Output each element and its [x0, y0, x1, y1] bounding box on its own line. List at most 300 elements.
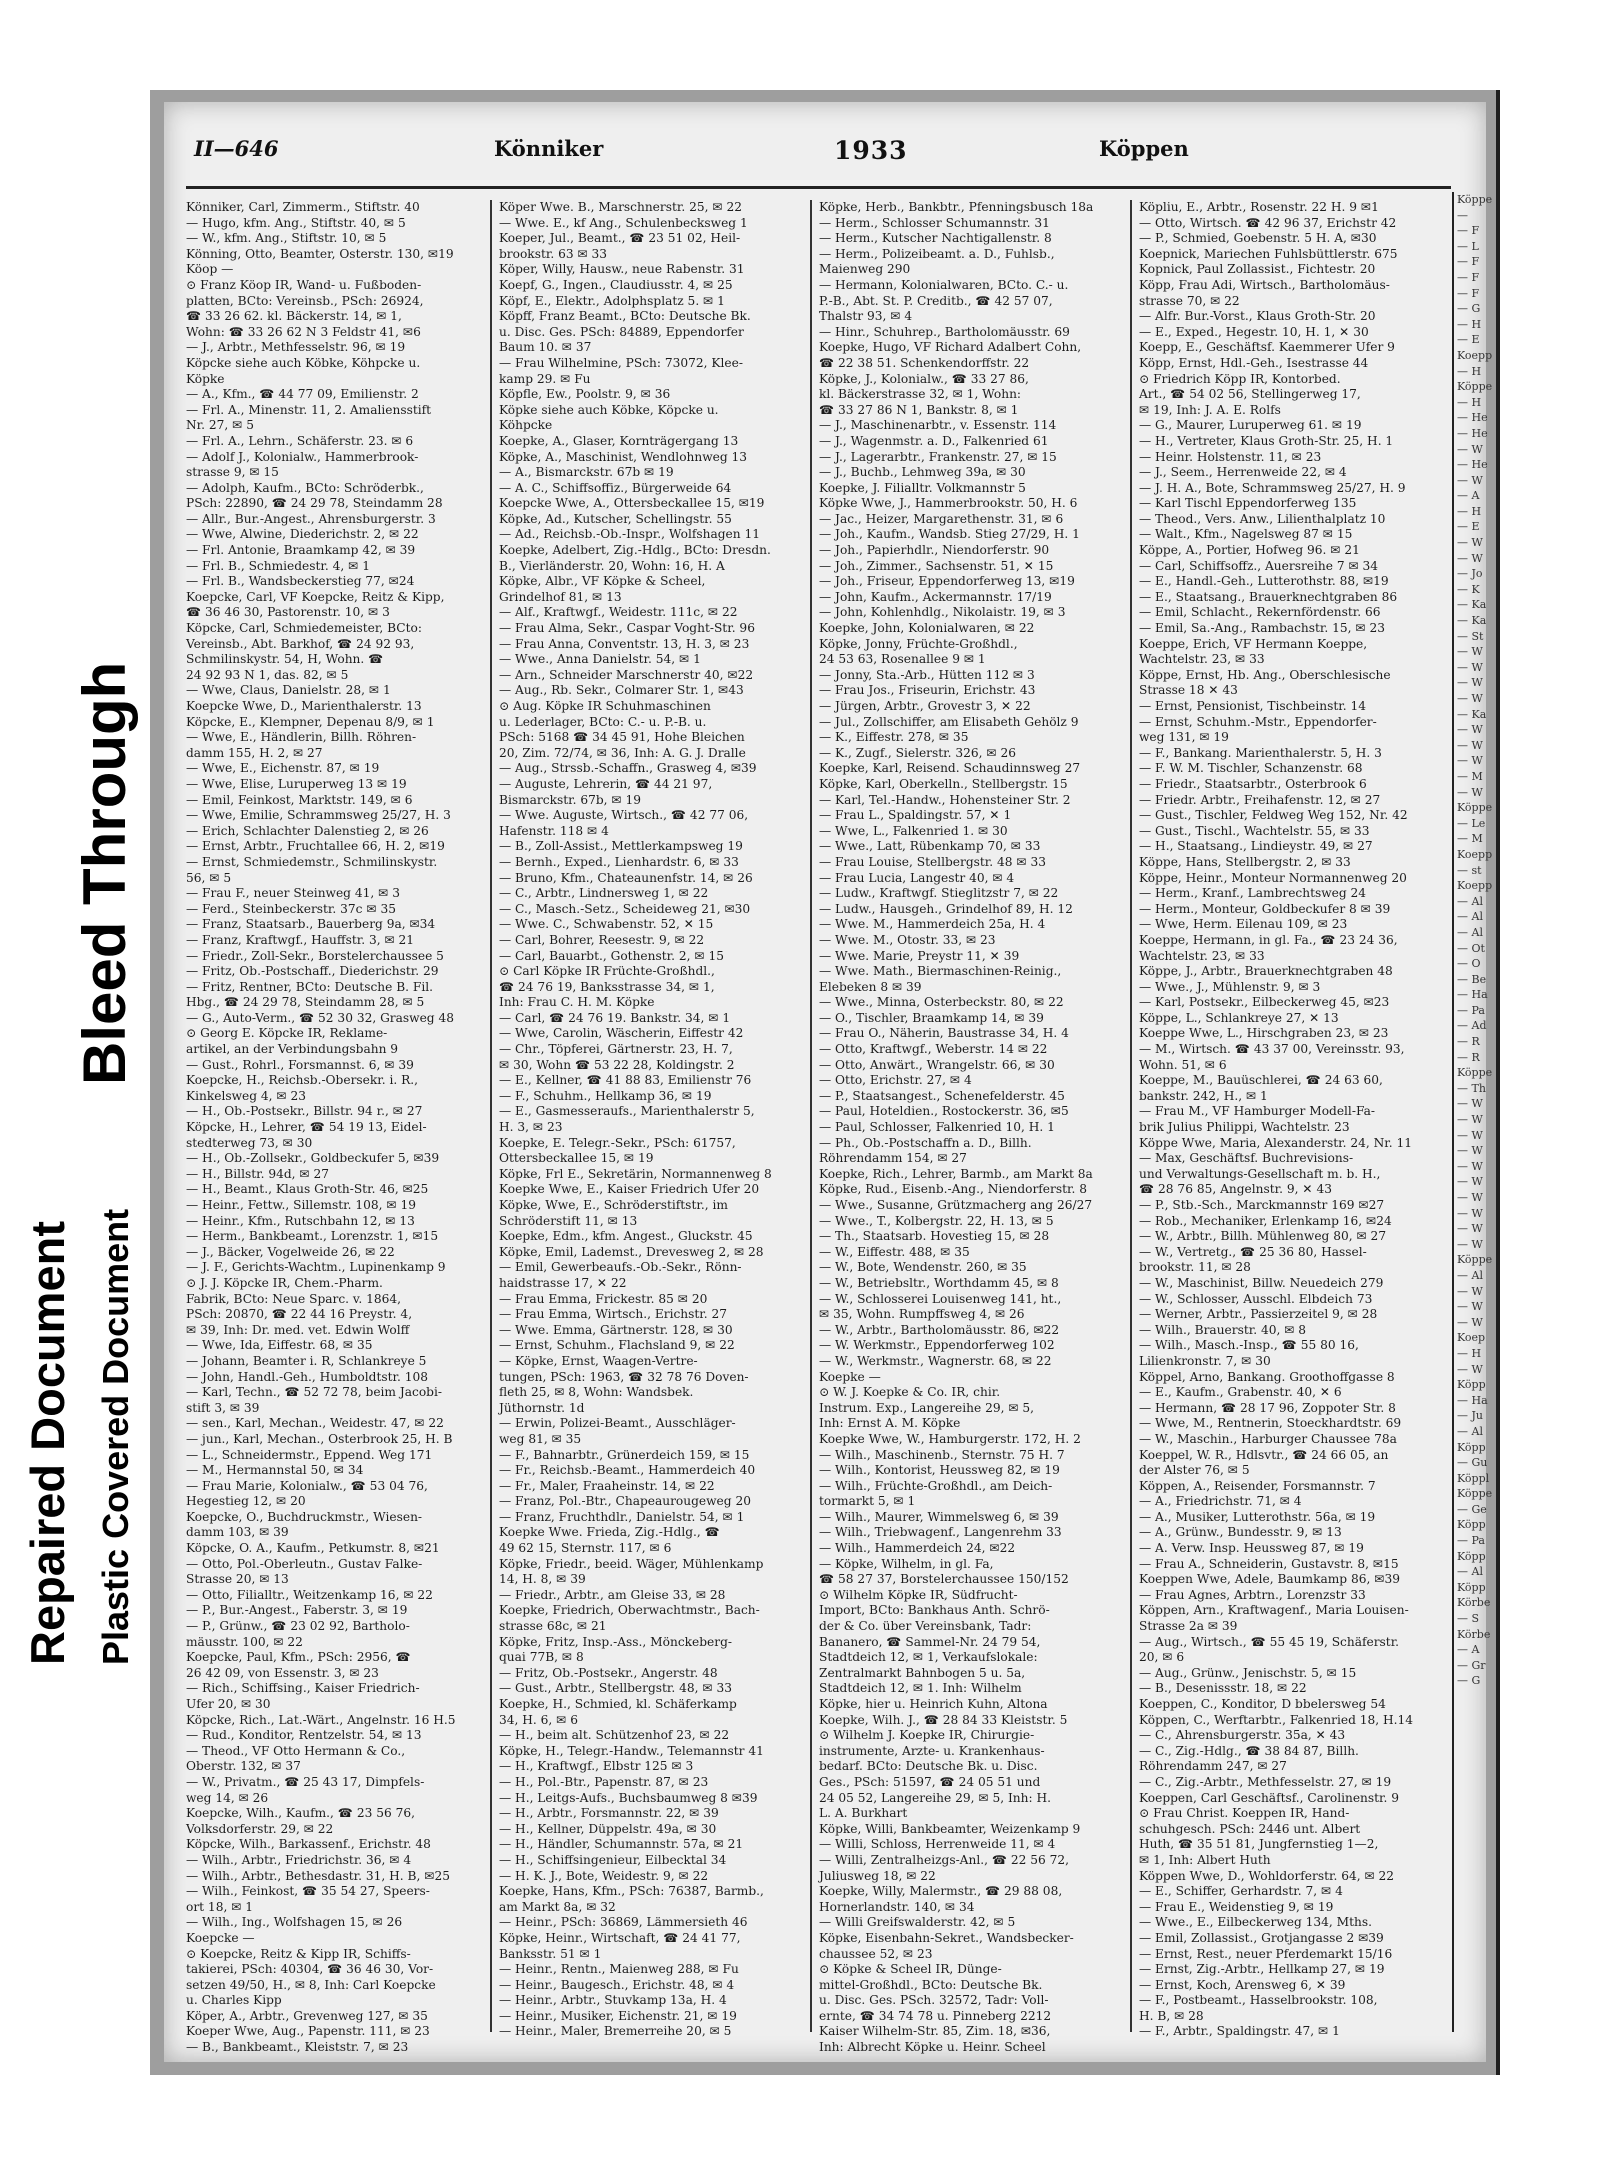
directory-entry: Fabrik, BCto: Neue Sparc. v. 1864, — [186, 1291, 401, 1306]
directory-entry: — Heinr., Maler, Bremerreihe 20, ✉ 5 — [499, 2024, 732, 2039]
edge-fragment: — W — [1457, 1222, 1483, 1236]
directory-entry: — Emil, Sa.-Ang., Rambachstr. 15, ✉ 23 — [1139, 621, 1385, 636]
directory-entry: — J. F., Gerichts-Wachtm., Lupinenkamp 9 — [186, 1260, 446, 1275]
directory-entry: — Wwe. M., Otostr. 33, ✉ 23 — [819, 932, 996, 947]
directory-entry: — Wwe, Claus, Danielstr. 28, ✉ 1 — [186, 683, 391, 698]
directory-entry: Köpke, Karl, Oberkelln., Stellbergstr. 15 — [819, 776, 1068, 791]
edge-fragment: — Ju — [1457, 1409, 1483, 1423]
directory-entry: Huth, ☎ 35 51 81, Jungfernstieg 1—2, — [1139, 1837, 1379, 1852]
edge-fragment: — H — [1457, 504, 1482, 518]
last-name-heading: Köppen — [1099, 136, 1189, 161]
directory-entry: ort 18, ✉ 1 — [186, 1899, 254, 1914]
directory-entry: Köpke, Wwe, E., Schröderstiftstr., im — [499, 1198, 728, 1212]
directory-entry: Maienweg 290 — [819, 262, 911, 277]
directory-entry: L. A. Burkhart — [819, 1806, 908, 1821]
directory-entry: weg 14, ✉ 26 — [186, 1790, 269, 1805]
directory-entry: — E., Kellner, ☎ 41 88 83, Emilienstr 76 — [499, 1073, 752, 1088]
directory-entry: — Wwe, M., Rentnerin, Stoeckhardtstr. 69 — [1139, 1416, 1402, 1431]
directory-entry: Koepcke, O., Buchdruckmstr., Wiesen- — [186, 1509, 423, 1524]
directory-entry: — A., Grünw., Bundesstr. 9, ✉ 13 — [1139, 1525, 1342, 1540]
directory-entry: Wachtelstr. 23, ✉ 33 — [1139, 652, 1265, 667]
edge-fragment: — Al — [1457, 894, 1483, 908]
directory-entry: Köpcke, H., Lehrer, ☎ 54 19 13, Eidel- — [186, 1120, 427, 1135]
directory-entry: — Jac., Heizer, Margarethenstr. 31, ✉ 6 — [819, 511, 1064, 526]
directory-entry: — Ernst, Koch, Arensweg 6, ✕ 39 — [1139, 1977, 1346, 1992]
edge-fragment: — W — [1457, 660, 1483, 674]
directory-entry: — Frau A., Schneiderin, Gustavstr. 8, ✉15 — [1139, 1556, 1399, 1571]
directory-entry: — Wilh., Maschinenb., Sternstr. 75 H. 7 — [819, 1447, 1065, 1462]
directory-entry: Röhrendamm 154, ✉ 27 — [819, 1151, 967, 1166]
directory-entry: — J., Bäcker, Vogelweide 26, ✉ 22 — [186, 1244, 395, 1259]
edge-fragment: — E — [1457, 333, 1480, 347]
directory-entry: — W., Schlosser, Ausschl. Elbdeich 73 — [1139, 1291, 1373, 1306]
directory-entry: 56, ✉ 5 — [186, 870, 232, 885]
edge-fragment: — W — [1457, 1300, 1483, 1314]
directory-entry: Köpcke, E., Klempner, Depenau 8/9, ✉ 1 — [186, 714, 435, 729]
directory-entry: — Rob., Mechaniker, Erlenkamp 16, ✉24 — [1139, 1213, 1392, 1228]
directory-entry: Kaiser Wilhelm-Str. 85, Zim. 18, ✉36, — [819, 2024, 1051, 2039]
directory-entry: — John, Handl.-Geh., Humboldtstr. 108 — [186, 1369, 429, 1384]
directory-entry: Hbg., ☎ 24 29 78, Steindamm 28, ✉ 5 — [186, 995, 425, 1010]
directory-entry: Köpke, hier u. Heinrich Kuhn, Altona — [819, 1697, 1048, 1711]
directory-entry: — Wwe., E., Eilbeckerweg 134, Mths. — [1139, 1915, 1373, 1930]
directory-entry: Koepke, J. Filialltr. Volkmannstr 5 — [819, 480, 1026, 495]
edge-fragment: — Jo — [1457, 567, 1483, 581]
directory-entry: weg 81, ✉ 35 — [499, 1431, 582, 1446]
directory-entry: — Alf., Kraftwgf., Weidestr. 111c, ✉ 22 — [499, 605, 738, 620]
directory-entry: — Wilh., Maurer, Wimmelsweg 6, ✉ 39 — [819, 1509, 1059, 1524]
directory-entry: Koepke, John, Kolonialwaren, ✉ 22 — [819, 621, 1035, 636]
directory-entry: ⊙ Franz Köop IR, Wand- u. Fußboden- — [186, 277, 422, 292]
directory-page — [164, 102, 1493, 2062]
directory-entry: — W., Schlosserei Louisenweg 141, ht., — [819, 1291, 1062, 1306]
edge-fragment: — W — [1457, 692, 1483, 705]
directory-entry: — W., Werkmstr., Wagnerstr. 68, ✉ 22 — [819, 1353, 1052, 1368]
directory-entry: — J., Maschinenarbtr., v. Essenstr. 114 — [819, 418, 1057, 433]
directory-entry: 34, H. 6, ✉ 6 — [499, 1712, 578, 1727]
directory-entry: — H., beim alt. Schützenhof 23, ✉ 22 — [499, 1728, 730, 1743]
directory-entry: u. Lederlager, BCto: C.- u. P.-B. u. — [499, 714, 707, 729]
directory-entry: — F., Bankang. Marienthalerstr. 5, H. 3 — [1139, 745, 1382, 760]
directory-entry: — P., Schmied, Goebenstr. 5 H. A, ✉30 — [1139, 231, 1377, 246]
directory-entry: Köpke, Rud., Eisenb.-Ang., Niendorferstr. 8 — [819, 1182, 1087, 1197]
directory-entry: Koepke, Karl, Reisend. Schaudinnsweg 27 — [819, 761, 1081, 776]
edge-fragment: — Pa — [1457, 1003, 1485, 1017]
directory-entry: — Karl Tischl Eppendorferweg 135 — [1139, 496, 1357, 511]
directory-entry: — Fritz, Ob.-Postschaff., Diederichstr. 29 — [186, 964, 439, 979]
directory-entry: — Ad., Reichsb.-Ob.-Inspr., Wolfshagen 11 — [499, 527, 760, 542]
directory-entry: — Heinr., Musiker, Eichenstr. 21, ✉ 19 — [499, 2008, 737, 2023]
directory-entry: Inh: Ernst A. M. Köpke — [819, 1416, 961, 1431]
margin-labels — [0, 0, 160, 2177]
directory-entry: ⊙ Frau Christ. Koeppen IR, Hand- — [1139, 1806, 1350, 1821]
directory-entry: Koepke Wwe. Frieda, Zig.-Hdlg., ☎ — [499, 1525, 720, 1540]
directory-entry: Zentralmarkt Bahnbogen 5 u. 5a, — [819, 1665, 1026, 1680]
directory-entry: — G., Maurer, Luruperweg 61. ✉ 19 — [1139, 418, 1362, 433]
directory-entry: ⊙ Friedrich Köpp IR, Kontorbed. — [1139, 371, 1341, 386]
edge-fragment: Koepp — [1457, 847, 1493, 861]
directory-entry: — Frau Anna, Conventstr. 13, H. 3, ✉ 23 — [499, 636, 750, 651]
edge-fragment: — Al — [1457, 910, 1483, 924]
directory-entry: Stadtdeich 12, ✉ 1. Inh: Wilhelm — [819, 1681, 1022, 1696]
directory-entry: — Wwe, Herm. Eilenau 109, ✉ 23 — [1139, 917, 1348, 932]
directory-entry: — Johann, Beamter i. R, Schlankreye 5 — [186, 1353, 427, 1368]
directory-entry: PSch: 5168 ☎ 34 45 91, Hohe Bleichen — [499, 730, 745, 745]
directory-entry: Wohn. 51, ✉ 6 — [1139, 1057, 1227, 1072]
directory-entry: der Alster 76, ✉ 5 — [1139, 1463, 1250, 1478]
directory-entry: — A., Bismarckstr. 67b ✉ 19 — [499, 465, 674, 480]
directory-entry: Thalstr 93, ✉ 4 — [819, 309, 913, 324]
repaired-document-label: Repaired Document — [21, 1221, 74, 1665]
directory-entry: — Otto, Filialltr., Weitzenkamp 16, ✉ 22 — [186, 1587, 433, 1602]
directory-entry: — W., Privatm., ☎ 25 43 17, Dimpfels- — [186, 1774, 425, 1789]
directory-entry: damm 103, ✉ 39 — [186, 1525, 289, 1540]
edge-fragment: — H — [1457, 1346, 1482, 1360]
directory-entry: Strasse 18 ✕ 43 — [1139, 683, 1238, 698]
directory-entry: — H., Kellner, Düppelstr. 49a, ✉ 30 — [499, 1821, 717, 1836]
directory-entry: — A., Friedrichstr. 71, ✉ 4 — [1139, 1494, 1302, 1509]
directory-entry: — Frl. B., Schmiedestr. 4, ✉ 1 — [186, 558, 371, 573]
margin-right — [1500, 90, 1600, 2075]
directory-entry: — W., Arbtr., Billh. Mühlenweg 80, ✉ 27 — [1139, 1229, 1387, 1244]
directory-entry: Köppe, L., Schlankreye 27, ✕ 13 — [1139, 1010, 1339, 1025]
directory-entry: Köpke, Emil, Lademst., Drevesweg 2, ✉ 28 — [499, 1244, 764, 1259]
directory-entry: mittel-Großhdl., BCto: Deutsche Bk. — [819, 1977, 1043, 1992]
edge-fragment: — Al — [1457, 1565, 1483, 1579]
directory-entry: ⊙ J. J. Köpcke IR, Chem.-Pharm. — [186, 1275, 383, 1290]
directory-entry: — Carl, Schiffsoffz., Auersreihe 7 ✉ 34 — [1139, 558, 1379, 573]
directory-entry: Koepke, Willy, Malermstr., ☎ 29 88 08, — [819, 1884, 1063, 1899]
column-divider — [490, 200, 492, 2032]
directory-entry: — Frau Alma, Sekr., Caspar Voght-Str. 96 — [499, 621, 755, 636]
directory-entry: Stadtdeich 12, ✉ 1, Verkaufslokale: — [819, 1650, 1038, 1665]
directory-entry: — H., Händler, Schumannstr. 57a, ✉ 21 — [499, 1837, 744, 1852]
directory-entry: — Erwin, Polizei-Beamt., Ausschläger- — [499, 1416, 736, 1431]
directory-entry: damm 155, H. 2, ✉ 27 — [186, 745, 323, 760]
directory-entry: — Theod., VF Otto Hermann & Co., — [186, 1743, 406, 1758]
directory-entry: Volksdorferstr. 29, ✉ 22 — [186, 1821, 334, 1836]
edge-fragment: — W — [1457, 1191, 1483, 1204]
directory-entry: — Hugo, kfm. Ang., Stiftstr. 40, ✉ 5 — [186, 215, 406, 230]
directory-entry: Nr. 27, ✉ 5 — [186, 418, 254, 433]
directory-entry: Köpke, J., Kolonialw., ☎ 33 27 86, — [819, 371, 1029, 386]
directory-entry: — Frau Agnes, Arbtrn., Lorenzstr 33 — [1139, 1587, 1366, 1602]
directory-entry: — Emil, Schlacht., Rekernfördenstr. 66 — [1139, 605, 1381, 620]
directory-entry: — Fritz, Ob.-Postsekr., Angerstr. 48 — [499, 1665, 718, 1680]
directory-entry: u. Disc. Ges. PSch: 84889, Eppendorfer — [499, 324, 744, 339]
directory-entry: Köhpcke — [499, 418, 553, 433]
directory-entry: der & Co. über Vereinsbank, Tadr: — [819, 1619, 1032, 1634]
directory-entry: Köop — — [186, 262, 234, 277]
edge-fragment: — W — [1457, 1315, 1483, 1329]
directory-entry: — E., Schiffer, Gerhardstr. 7, ✉ 4 — [1139, 1884, 1343, 1899]
directory-entry: — C., Masch.-Setz., Scheideweg 21, ✉30 — [499, 901, 751, 916]
directory-entry: Köpcke, Wilh., Barkassenf., Erichstr. 48 — [186, 1837, 431, 1852]
directory-entry: Koepke, Friedrich, Oberwachtmstr., Bach- — [499, 1603, 760, 1618]
directory-entry: — Ferd., Steinbeckerstr. 37c ✉ 35 — [186, 901, 396, 916]
directory-entry: — Joh., Papierhdlr., Niendorferstr. 90 — [819, 543, 1050, 558]
directory-entry: platten, BCto: Vereinsb., PSch: 26924, — [186, 293, 424, 308]
directory-entry: P.-B., Abt. St. P. Creditb., ☎ 42 57 07, — [819, 293, 1053, 308]
directory-entry: — Wilh., Arbtr., Friedrichstr. 36, ✉ 4 — [186, 1852, 412, 1867]
directory-entry: — Herm., Kranf., Lambrechtsweg 24 — [1139, 886, 1367, 901]
directory-entry: — Aug., Rb. Sekr., Colmarer Str. 1, ✉43 — [499, 683, 744, 698]
directory-entry: H. B, ✉ 28 — [1139, 2008, 1204, 2023]
directory-entry: 14, H. 8, ✉ 39 — [499, 1572, 586, 1587]
edge-fragment: — W — [1457, 1144, 1483, 1158]
directory-entry: — Wilh., Hammerdeich 24, ✉22 — [819, 1541, 1016, 1556]
edge-fragment: — R — [1457, 1035, 1480, 1049]
directory-entry: Oberstr. 132, ✉ 37 — [186, 1759, 301, 1774]
edge-fragment: — W — [1457, 645, 1483, 659]
directory-entry: — J., Lagerarbtr., Frankenstr. 27, ✉ 15 — [819, 449, 1057, 464]
directory-entry: Köpcke, Carl, Schmiedemeister, BCto: — [186, 621, 422, 636]
edge-fragment: — F — [1457, 286, 1480, 300]
directory-entry: — Jürgen, Arbtr., Grovestr 3, ✕ 22 — [819, 699, 1031, 713]
column-divider — [1130, 200, 1132, 2032]
directory-entry: Köper, A., Arbtr., Grevenweg 127, ✉ 35 — [186, 2008, 428, 2023]
directory-entry: — Th., Staatsarb. Hovestieg 15, ✉ 28 — [819, 1229, 1050, 1244]
directory-entry: — Frl. B., Wandsbeckerstieg 77, ✉24 — [186, 574, 415, 589]
directory-entry: 49 62 15, Sternstr. 117, ✉ 6 — [499, 1541, 672, 1556]
directory-entry: — Wwe, Emilie, Schrammsweg 25/27, H. 3 — [186, 808, 451, 823]
directory-entry: ☎ 33 27 86 N 1, Bankstr. 8, ✉ 1 — [819, 402, 1019, 417]
edge-fragment: — He — [1457, 411, 1488, 425]
directory-entry: brik Julius Philippi, Wachtelstr. 23 — [1139, 1120, 1350, 1135]
directory-entry: — Walt., Kfm., Nagelsweg 87 ✉ 15 — [1139, 527, 1353, 542]
directory-entry: Köpf, E., Elektr., Adolphsplatz 5. ✉ 1 — [499, 293, 725, 308]
directory-entry: — G., Auto-Verm., ☎ 52 30 32, Grasweg 48 — [186, 1010, 454, 1025]
edge-fragment: — G — [1457, 1674, 1481, 1688]
edge-fragment: — Gr — [1457, 1658, 1486, 1672]
edge-fragment: — W — [1457, 1097, 1483, 1111]
directory-entry: stift 3, ✉ 39 — [186, 1400, 260, 1415]
edge-fragment: Köpp — [1457, 1580, 1486, 1594]
directory-entry: Koeppen, C., Konditor, D bbelersweg 54 — [1139, 1697, 1386, 1711]
directory-entry: — Heinr. Holstenstr. 11, ✉ 23 — [1139, 449, 1322, 464]
directory-entry: ✉ 30, Wohn ☎ 53 22 28, Koldingstr. 2 — [499, 1057, 735, 1072]
directory-entry: — W., Betriebsltr., Worthdamm 45, ✉ 8 — [819, 1275, 1059, 1290]
edge-fragment: — W — [1457, 473, 1483, 487]
directory-entry: mäusstr. 100, ✉ 22 — [186, 1634, 303, 1649]
directory-entry: Koeper, Jul., Beamt., ☎ 23 51 02, Heil- — [499, 231, 741, 246]
directory-entry: — H., Ob.-Postsekr., Billstr. 94 r., ✉ 27 — [186, 1104, 423, 1119]
directory-entry: — Otto, Anwärt., Wrangelstr. 66, ✉ 30 — [819, 1057, 1055, 1072]
directory-entry: Instrum. Exp., Langereihe 29, ✉ 5, — [819, 1400, 1035, 1415]
directory-entry: 24 05 52, Langereihe 29, ✉ 5, Inh: H. — [819, 1790, 1051, 1805]
directory-entry: Strasse 20, ✉ 13 — [186, 1572, 289, 1587]
directory-entry: Kinkelsweg 4, ✉ 23 — [186, 1088, 307, 1103]
directory-entry: — Wwe, E., Händlerin, Billh. Röhren- — [186, 730, 417, 745]
directory-entry: ✉ 19, Inh: J. A. E. Rolfs — [1139, 402, 1281, 417]
directory-entry: — Joh., Zimmer., Sachsenstr. 51, ✕ 15 — [819, 558, 1054, 573]
directory-entry: — Wwe. Auguste, Wirtsch., ☎ 42 77 06, — [499, 808, 749, 823]
directory-entry: — Wilh., Triebwagenf., Langenrehm 33 — [819, 1525, 1062, 1540]
directory-entry: Hafenstr. 118 ✉ 4 — [499, 823, 609, 838]
directory-entry: — Wwe., Susanne, Grützmacherg ang 26/27 — [819, 1198, 1093, 1212]
directory-entry: Köppe, A., Portier, Hofweg 96. ✉ 21 — [1139, 543, 1360, 558]
directory-entry: — Erich, Schlachter Dalenstieg 2, ✉ 26 — [186, 823, 429, 838]
edge-fragment: — He — [1457, 426, 1488, 440]
edge-fragment: — S — [1457, 1612, 1480, 1626]
directory-entry: — W., Eiffestr. 488, ✉ 35 — [819, 1244, 970, 1259]
edge-fragment: — Al — [1457, 1268, 1483, 1282]
edge-fragment: — He — [1457, 458, 1488, 472]
directory-entry: — Willi Greifswalderstr. 42, ✉ 5 — [819, 1915, 1016, 1930]
edge-fragment: — A — [1457, 489, 1480, 503]
directory-entry: — Adolph, Kaufm., BCto: Schröderbk., — [186, 480, 424, 495]
directory-entry: quai 77B, ✉ 8 — [499, 1650, 584, 1665]
directory-entry: — John, Kaufm., Ackermannstr. 17/19 — [819, 589, 1052, 604]
edge-fragment: — Al — [1457, 1424, 1483, 1438]
directory-entry: — E., Exped., Hegestr. 10, H. 1, ✕ 30 — [1139, 324, 1369, 339]
edge-fragment: Köppe — [1457, 1066, 1493, 1080]
directory-entry: — H., Schiffsingenieur, Eilbecktal 34 — [499, 1852, 727, 1867]
directory-entry: Köppe, J., Arbtr., Brauerknechtgraben 48 — [1139, 964, 1393, 979]
directory-entry: — Wwe, Ida, Eiffestr. 68, ✉ 35 — [186, 1338, 373, 1353]
edge-fragment: — H — [1457, 364, 1482, 378]
directory-entry: — Aug., Grünw., Jenischstr. 5, ✉ 15 — [1139, 1665, 1357, 1680]
directory-entry: Köpke, Willi, Bankbeamter, Weizenkamp 9 — [819, 1821, 1081, 1836]
directory-entry: — Wilh., Kontorist, Heussweg 82, ✉ 19 — [819, 1463, 1060, 1478]
directory-entry: — Franz, Kraftwgf., Hauffstr. 3, ✉ 21 — [186, 932, 415, 947]
directory-entry: Koepcke, H., Reichsb.-Obersekr. i. R., — [186, 1073, 419, 1088]
directory-entry: ernte, ☎ 34 74 78 u. Pinneberg 2212 — [819, 2008, 1052, 2023]
directory-entry: PSch: 20870, ☎ 22 44 16 Preystr. 4, — [186, 1307, 413, 1322]
directory-entry: bedarf. BCto: Deutsche Bk. u. Disc. — [819, 1759, 1038, 1774]
directory-entry: — Frau Lucia, Langestr 40, ✉ 4 — [819, 870, 1015, 885]
edge-fragment: — W — [1457, 1128, 1483, 1142]
directory-entry: — Wwe., T., Kolbergstr. 22, H. 13, ✉ 5 — [819, 1213, 1054, 1228]
directory-entry: PSch: 22890, ☎ 24 29 78, Steindamm 28 — [186, 496, 443, 511]
directory-entry: am Markt 8a, ✉ 32 — [499, 1899, 616, 1914]
directory-entry: u. Charles Kipp — [186, 1993, 282, 2008]
edge-fragment: — St — [1457, 629, 1484, 643]
directory-entry: Köppel, Arno, Bankang. Groothoffgasse 8 — [1139, 1369, 1395, 1384]
directory-entry: — Carl, Bauarbt., Gothenstr. 2, ✉ 15 — [499, 948, 724, 963]
directory-entry: Koepke, Wilh. J., ☎ 28 84 33 Kleiststr. 5 — [819, 1712, 1068, 1727]
directory-entry: brookstr. 11, ✉ 28 — [1139, 1260, 1251, 1275]
directory-entry: Köppen, C., Werftarbtr., Falkenried 18, H.14 — [1139, 1712, 1414, 1727]
edge-fragment: — W — [1457, 754, 1483, 768]
directory-entry: — Heinr., Arbtr., Stuvkamp 13a, H. 4 — [499, 1993, 727, 2008]
directory-entry: Wachtelstr. 23, ✉ 33 — [1139, 948, 1265, 963]
directory-entry: Köppen, Arn., Kraftwagenf., Maria Louisen- — [1139, 1603, 1409, 1618]
edge-fragment: — W — [1457, 442, 1483, 456]
directory-entry: — Heinr., Fettw., Sillemstr. 108, ✉ 19 — [186, 1198, 416, 1212]
directory-entry: — Alfr. Bur.-Vorst., Klaus Groth-Str. 20 — [1139, 309, 1376, 324]
directory-entry: — Aug., Wirtsch., ☎ 55 45 19, Schäferstr. — [1139, 1634, 1400, 1649]
directory-entry: Koepcke, Wilh., Kaufm., ☎ 23 56 76, — [186, 1806, 415, 1821]
directory-entry: Koepke, Hugo, VF Richard Adalbert Cohn, — [819, 340, 1082, 355]
edge-fragment: — Be — [1457, 972, 1487, 986]
directory-entry: — Wwe. Emma, Gärtnerstr. 128, ✉ 30 — [499, 1322, 733, 1337]
directory-entry: Juliusweg 18, ✉ 22 — [819, 1868, 936, 1883]
directory-entry: — Joh., Friseur, Eppendorferweg 13, ✉19 — [819, 574, 1075, 589]
edge-fragment: — M — [1457, 832, 1483, 846]
year-heading: 1933 — [834, 136, 908, 165]
directory-entry: Koeppel, W. R., Hdlsvtr., ☎ 24 66 05, an — [1139, 1447, 1389, 1462]
edge-fragment: Koep — [1457, 1331, 1486, 1345]
directory-entry: weg 131, ✉ 19 — [1139, 730, 1229, 745]
directory-entry: — P., Bur.-Angest., Faberstr. 3, ✉ 19 — [186, 1603, 408, 1618]
directory-entry: — Arn., Schneider Marschnerstr 40, ✉22 — [499, 667, 754, 682]
directory-entry: — J., Seem., Herrenweide 22, ✉ 4 — [1139, 465, 1347, 480]
directory-entry: Koepcke Wwe, A., Ottersbeckallee 15, ✉19 — [499, 496, 765, 511]
directory-entry: ⊙ Koepcke, Reitz & Kipp IR, Schiffs- — [186, 1946, 411, 1961]
page-number: II—646 — [194, 136, 279, 161]
directory-entry: — Herm., Bankbeamt., Lorenzstr. 1, ✉15 — [186, 1229, 439, 1244]
edge-fragment: — W — [1457, 1159, 1483, 1173]
directory-entry: — Heinr., Kfm., Rutschbahn 12, ✉ 13 — [186, 1213, 415, 1228]
directory-entry: Köpff, Franz Beamt., BCto: Deutsche Bk. — [499, 309, 751, 324]
directory-entry: Import, BCto: Bankhaus Anth. Schrö- — [819, 1603, 1050, 1618]
directory-entry: — Ludw., Hausgeh., Grindelhof 89, H. 12 — [819, 901, 1073, 916]
edge-fragment: — Ha — [1457, 988, 1488, 1002]
edge-fragment: Köppe — [1457, 380, 1493, 394]
edge-fragment: Köppe — [1457, 1253, 1493, 1267]
directory-entry: — Friedr., Arbtr., am Gleise 33, ✉ 28 — [499, 1587, 726, 1602]
directory-entry: ☎ 58 27 37, Borstelerchaussee 150/152 — [819, 1572, 1069, 1587]
directory-entry: — Karl, Techn., ☎ 52 72 78, beim Jacobi- — [186, 1385, 442, 1400]
edge-fragment: — Le — [1457, 816, 1486, 830]
directory-entry: bankstr. 242, H., ✉ 1 — [1139, 1088, 1268, 1103]
directory-entry: — Wilh., Arbtr., Bethesdastr. 31, H. B, ✉25 — [186, 1868, 450, 1883]
directory-entry: Koepke, A., Glaser, Kornträgergang 13 — [499, 433, 739, 448]
directory-entry: tormarkt 5, ✉ 1 — [819, 1494, 916, 1509]
directory-entry: — Willi, Zentralheizgs-Anl., ☎ 22 56 72, — [819, 1852, 1070, 1867]
edge-fragment: Körbe — [1457, 1627, 1491, 1641]
scanned-page — [150, 90, 1500, 2075]
directory-entry: — W., kfm. Ang., Stiftstr. 10, ✉ 5 — [186, 231, 387, 246]
directory-entry: — Karl, Tel.-Handw., Hohensteiner Str. 2 — [819, 792, 1071, 807]
directory-entry: — O., Tischler, Braamkamp 14, ✉ 39 — [819, 1010, 1044, 1025]
directory-entry: Banksstr. 51 ✉ 1 — [499, 1946, 602, 1961]
directory-entry: — H., Beamt., Klaus Groth-Str. 46, ✉25 — [186, 1182, 429, 1197]
directory-entry: — Köpke, Wilhelm, in gl. Fa, — [819, 1556, 994, 1571]
directory-entry: — Ernst, Pensionist, Tischbeinstr. 14 — [1139, 699, 1366, 713]
directory-entry: — Chr., Töpferei, Gärtnerstr. 23, H. 7, — [499, 1042, 733, 1057]
directory-entry: — sen., Karl, Mechan., Weidestr. 47, ✉ 22 — [186, 1416, 444, 1431]
directory-entry: — Otto, Kraftwgf., Weberstr. 14 ✉ 22 — [819, 1042, 1048, 1057]
directory-entry: Lilienkronstr. 7, ✉ 30 — [1139, 1353, 1271, 1368]
directory-entry: Köpke, Heinr., Wirtschaft, ☎ 24 41 77, — [499, 1930, 741, 1945]
directory-entry: Köpke siehe auch Köbke, Köpcke u. — [499, 402, 719, 417]
edge-fragment: Köpp — [1457, 1518, 1486, 1532]
directory-entry: — Gust., Rohrl., Forsmannst. 6, ✉ 39 — [186, 1057, 414, 1072]
directory-entry: Koeppe, M., Bauüschlerei, ☎ 24 63 60, — [1139, 1073, 1383, 1088]
edge-fragment: — W — [1457, 1206, 1483, 1220]
directory-entry: — B., Bankbeamt., Kleiststr. 7, ✉ 23 — [186, 2040, 409, 2055]
directory-entry: — Wwe, E., Eichenstr. 87, ✉ 19 — [186, 761, 380, 776]
directory-entry: — A. C., Schiffsoffiz., Bürgerweide 64 — [499, 480, 732, 495]
directory-entry: — Wwe. M., Hammerdeich 25a, H. 4 — [819, 917, 1046, 932]
directory-entry: — H., Kraftwgf., Elbstr 125 ✉ 3 — [499, 1759, 694, 1774]
directory-entry: Koeppe, Hermann, in gl. Fa., ☎ 23 24 36, — [1139, 932, 1398, 947]
directory-entry: — H., Arbtr., Forsmannstr. 22, ✉ 39 — [499, 1806, 719, 1821]
directory-entry: — Herm., Kutscher Nachtigallenstr. 8 — [819, 231, 1052, 246]
directory-entry: schuhgesch. PSch: 2446 unt. Albert — [1139, 1821, 1361, 1836]
directory-entry: chaussee 52, ✉ 23 — [819, 1946, 933, 1961]
edge-fragment: — H — [1457, 317, 1482, 331]
directory-entry: 24 92 93 N 1, das. 82, ✉ 5 — [186, 667, 349, 682]
directory-entry: Bananero, ☎ Sammel-Nr. 24 79 54, — [819, 1634, 1041, 1649]
directory-entry: Ufer 20, ✉ 30 — [186, 1697, 271, 1711]
edge-fragment: — W — [1457, 1284, 1483, 1298]
edge-fragment: — G — [1457, 302, 1481, 316]
directory-entry: Köppe Wwe, Maria, Alexanderstr. 24, Nr. 11 — [1139, 1135, 1412, 1150]
directory-entry: — Franz, Pol.-Btr., Chapeaurougeweg 20 — [499, 1494, 751, 1509]
